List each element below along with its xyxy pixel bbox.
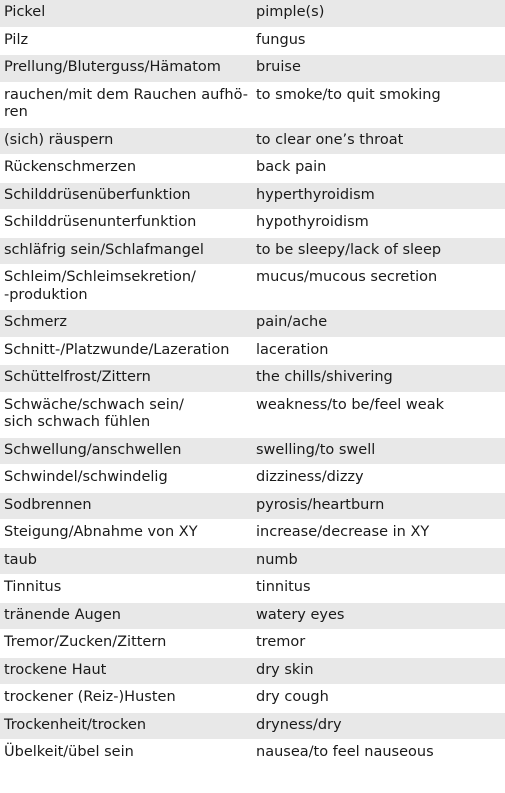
table-row bbox=[0, 520, 505, 548]
table-row bbox=[0, 437, 505, 465]
german-term: Steigung/Abnahme von XY bbox=[0, 520, 253, 548]
english-term: the chills/shivering bbox=[253, 365, 505, 393]
table-row bbox=[0, 55, 505, 83]
english-term: hyperthyroidism bbox=[253, 182, 505, 210]
german-term: rauchen/mit dem Rauchen aufhö- ren bbox=[0, 82, 253, 127]
german-term: Sodbrennen bbox=[0, 492, 253, 520]
english-term: mucus/mucous secretion bbox=[253, 265, 505, 310]
table-row bbox=[0, 392, 505, 437]
english-term: laceration bbox=[253, 337, 505, 365]
table-row bbox=[0, 575, 505, 603]
table-row bbox=[0, 210, 505, 238]
english-term: numb bbox=[253, 547, 505, 575]
english-term: dry skin bbox=[253, 657, 505, 685]
german-term: Schmerz bbox=[0, 310, 253, 338]
english-term: fungus bbox=[253, 27, 505, 55]
english-term: hypothyroidism bbox=[253, 210, 505, 238]
german-term: Tinnitus bbox=[0, 575, 253, 603]
table-row bbox=[0, 237, 505, 265]
english-term: pyrosis/heartburn bbox=[253, 492, 505, 520]
german-term: Schüttelfrost/Zittern bbox=[0, 365, 253, 393]
german-term: Übelkeit/übel sein bbox=[0, 740, 253, 768]
german-term: Trockenheit/trocken bbox=[0, 712, 253, 740]
german-term: tränende Augen bbox=[0, 602, 253, 630]
german-term: taub bbox=[0, 547, 253, 575]
english-term: bruise bbox=[253, 55, 505, 83]
table-row bbox=[0, 155, 505, 183]
english-term: tremor bbox=[253, 630, 505, 658]
english-term: pain/ache bbox=[253, 310, 505, 338]
english-term: dryness/dry bbox=[253, 712, 505, 740]
english-term: increase/decrease in XY bbox=[253, 520, 505, 548]
table-row bbox=[0, 547, 505, 575]
german-term: Schleim/Schleimsekretion/ -produktion bbox=[0, 265, 253, 310]
german-term: Schwäche/schwach sein/ sich schwach fühlen bbox=[0, 392, 253, 437]
table-row bbox=[0, 740, 505, 768]
english-term: nausea/to feel nauseous bbox=[253, 740, 505, 768]
german-term: Schnitt-/Platzwunde/Lazeration bbox=[0, 337, 253, 365]
table-row bbox=[0, 630, 505, 658]
german-term: Rückenschmerzen bbox=[0, 155, 253, 183]
table-row bbox=[0, 465, 505, 493]
german-term: Pickel bbox=[0, 0, 253, 27]
table-row bbox=[0, 310, 505, 338]
table-row bbox=[0, 127, 505, 155]
table-row bbox=[0, 712, 505, 740]
table-row bbox=[0, 492, 505, 520]
english-term: weakness/to be/feel weak bbox=[253, 392, 505, 437]
english-term: watery eyes bbox=[253, 602, 505, 630]
english-term: to be sleepy/lack of sleep bbox=[253, 237, 505, 265]
german-term: Prellung/Bluterguss/Hämatom bbox=[0, 55, 253, 83]
english-term: pimple(s) bbox=[253, 0, 505, 27]
german-term: Schwellung/anschwellen bbox=[0, 437, 253, 465]
table-row bbox=[0, 365, 505, 393]
table-row bbox=[0, 602, 505, 630]
table-row bbox=[0, 182, 505, 210]
english-term: to clear one’s throat bbox=[253, 127, 505, 155]
english-term: dizziness/dizzy bbox=[253, 465, 505, 493]
german-term: (sich) räuspern bbox=[0, 127, 253, 155]
german-term: Schilddrüsenüberfunktion bbox=[0, 182, 253, 210]
table-row bbox=[0, 0, 505, 27]
table-row bbox=[0, 82, 505, 127]
table-row bbox=[0, 685, 505, 713]
english-term: dry cough bbox=[253, 685, 505, 713]
english-term: tinnitus bbox=[253, 575, 505, 603]
english-term: to smoke/to quit smoking bbox=[253, 82, 505, 127]
english-term: back pain bbox=[253, 155, 505, 183]
german-term: Schwindel/schwindelig bbox=[0, 465, 253, 493]
german-term: schläfrig sein/Schlafmangel bbox=[0, 237, 253, 265]
german-term: trockener (Reiz-)Husten bbox=[0, 685, 253, 713]
german-term: Pilz bbox=[0, 27, 253, 55]
german-term: trockene Haut bbox=[0, 657, 253, 685]
english-term: swelling/to swell bbox=[253, 437, 505, 465]
table-row bbox=[0, 657, 505, 685]
german-term: Tremor/Zucken/Zittern bbox=[0, 630, 253, 658]
table-row bbox=[0, 337, 505, 365]
german-term: Schilddrüsenunterfunktion bbox=[0, 210, 253, 238]
table-row bbox=[0, 27, 505, 55]
table-row bbox=[0, 265, 505, 310]
